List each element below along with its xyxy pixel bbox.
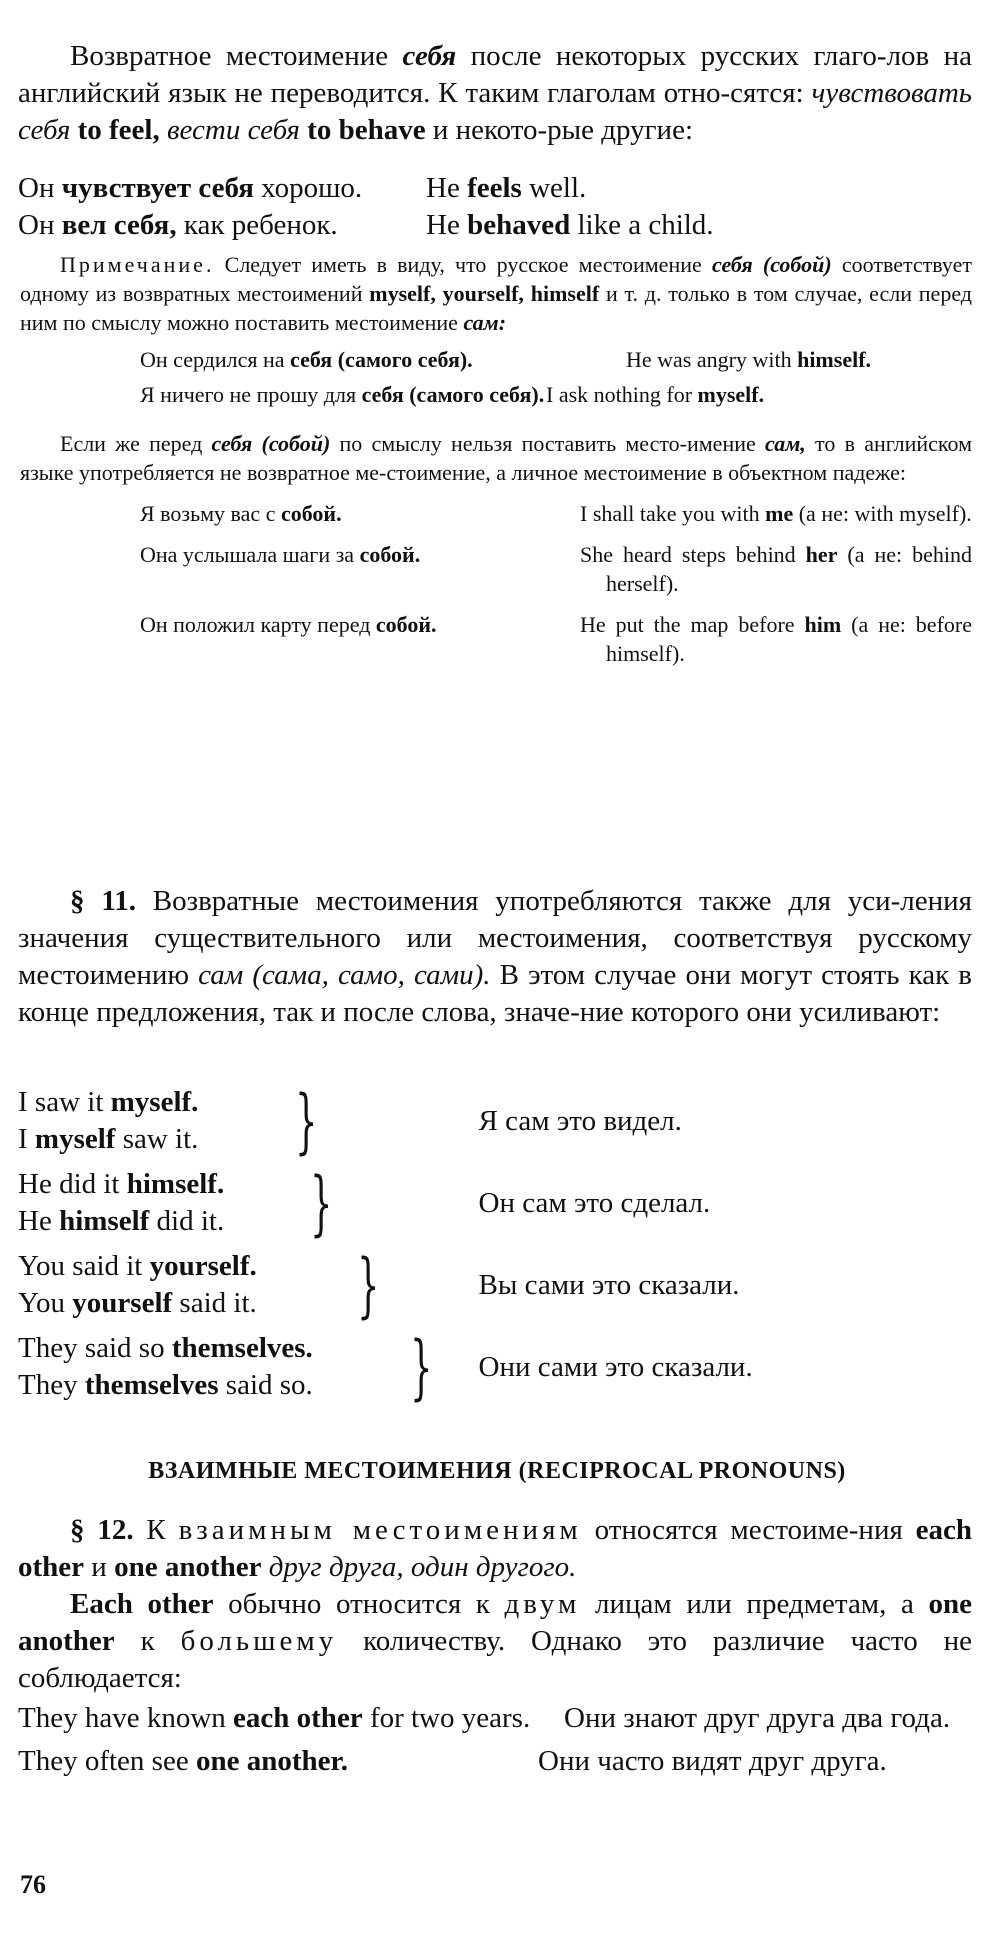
note-block	[20, 250, 972, 668]
intro-term: чувствовать себя	[18, 77, 972, 146]
note-label: Примечание.	[60, 252, 215, 277]
note-paragraph-2: Если же перед себя (собой) по смыслу нельзя поставить место-имение сам, то в английском языке употребляется не возвратное ме-стоимение, а личное местоимение в объектном падеже:	[20, 431, 972, 485]
translation: Вы сами это сказали.	[478, 1268, 740, 1301]
note-example-row: Он положил карту перед собой. He put the map before him (а не: before himself).	[140, 612, 972, 666]
note-example-row: Я ничего не прошу для себя (самого себя). I ask nothing for myself.	[140, 382, 765, 407]
example-group: I saw it myself. I myself saw it. } Я сам это видел.	[18, 1080, 682, 1162]
section-11-examples	[18, 1080, 972, 1408]
section-heading: ВЗАИМНЫЕ МЕСТОИМЕНИЯ (RECIPROCAL PRONOUNS)	[148, 1458, 846, 1484]
translation: Они сами это сказали.	[478, 1350, 753, 1383]
note-examples-2	[20, 499, 972, 668]
note-paragraph-1: Примечание. Следует иметь в виду, что русское местоимение себя (собой) соответствует одному из возвратных местоимений myself, yourself, himself и т. д. только в том случае, если перед ним по смыслу можно поставить местоимение сам:	[20, 252, 972, 335]
section-11	[18, 883, 972, 1031]
intro-text: после некоторых русских глаго-лов на английский язык не переводится. К таким глаголам отно-сятся:	[18, 40, 972, 109]
section-12-examples	[18, 1700, 972, 1780]
intro-text: и некото-рые другие:	[425, 114, 694, 146]
section-12-paragraph-2: Each other обычно относится к двум лицам или предметам, а one another к большему количеству. Однако это различие часто не соблюдается:	[18, 1588, 972, 1694]
examples-1	[18, 170, 972, 244]
note-example-row: Я возьму вас с собой. I shall take you with me (а не: with myself).	[140, 501, 972, 526]
example-row: Он вел себя, как ребенок. He behaved like a child.	[18, 209, 714, 241]
note-example-row: Он сердился на себя (самого себя). He was angry with himself.	[140, 347, 872, 372]
example-group: They said so themselves. They themselves said so. } Они сами это сказали.	[18, 1326, 753, 1408]
section-12-paragraph-1: § 12. К взаимным местоимениям относятся местоиме-ния each other и one another друг друга, один другого.	[18, 1514, 973, 1583]
note-examples-1	[20, 345, 972, 409]
intro-term: to behave	[299, 114, 426, 146]
section-number: § 12.	[70, 1514, 134, 1546]
intro-term: to feel,	[70, 114, 167, 146]
example-row: Он чувствует себя хорошо. He feels well.	[18, 172, 587, 204]
intro-term: себя	[402, 40, 457, 72]
intro-term: вести себя	[166, 114, 300, 146]
note-example-row: Она услышала шаги за собой. She heard steps behind her (а не: behind herself).	[140, 542, 973, 596]
translation: Я сам это видел.	[478, 1104, 682, 1137]
example-row: They often see one another. Они часто видят друг друга.	[18, 1745, 887, 1777]
section-number: § 11.	[70, 885, 136, 917]
section-12	[18, 1512, 972, 1697]
intro-paragraph	[18, 38, 972, 149]
section-11-text: § 11. Возвратные местоимения употребляются также для уси-ления значения существительного или местоимения, соответствуя русскому местоимению сам (сама, само, сами). В этом случае они могут стоять как в конце предложения, так и после слова, значе-ние которого они усиливают:	[18, 885, 972, 1028]
brace-icon: }	[410, 1326, 433, 1408]
page-number: 76	[20, 1870, 46, 1899]
brace-icon: }	[310, 1162, 333, 1244]
intro-text: Возвратное местоимение	[70, 40, 403, 72]
example-group: You said it yourself. You yourself said it. } Вы сами это сказали.	[18, 1244, 740, 1326]
example-row: They have known each other for two years. Они знают друг друга два года.	[18, 1702, 951, 1734]
translation: Он сам это сделал.	[478, 1186, 711, 1219]
brace-icon: }	[295, 1080, 318, 1162]
brace-icon: }	[357, 1244, 380, 1326]
example-group: He did it himself. He himself did it. } Он сам это сделал.	[18, 1162, 711, 1244]
